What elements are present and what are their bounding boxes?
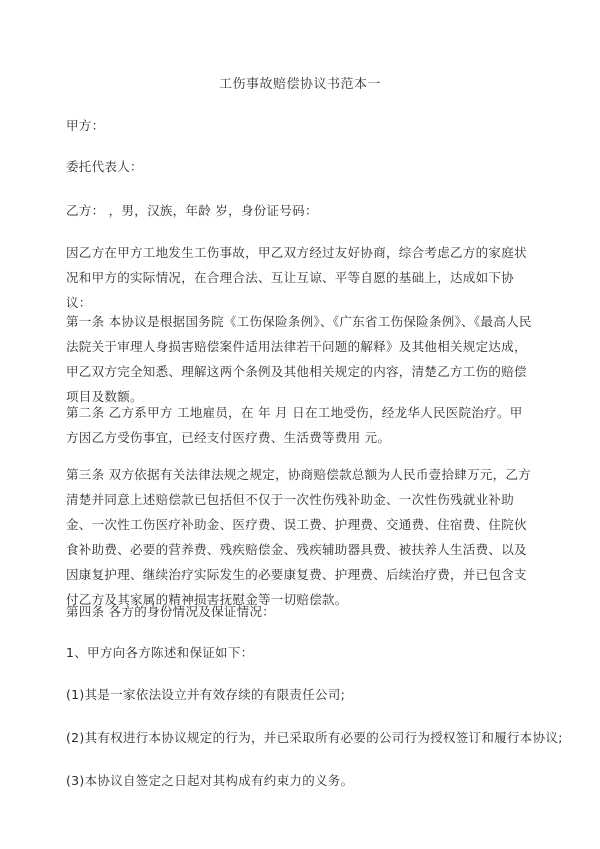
party-b-line: 乙方： ，男，汉族，年龄 岁，身份证号码： bbox=[66, 203, 318, 218]
party-a-line: 甲方： bbox=[66, 118, 105, 133]
clause-1-heading: 1、甲方向各方陈述和保证如下： bbox=[66, 645, 254, 660]
article-3-paragraph: 第三条 双方依据有关法律法规之规定，协商赔偿款总额为人民币壹拾肆万元，乙方清楚并同意上述赔偿款已包括但不仅于一次性伤残补助金、一次性伤残就业补助金、一次性工伤医疗补助金、医疗费、误工费、护理费、交通费、住宿费、住院伙食补助费、必要的营养费、残疾赔偿金、残疾辅助器具费、被扶养人生活费、以及因康复护理、继续治疗实际发生的必要康复费、护理费、后续治疗费，并已包含支付乙方及其家属的精神损害抚慰金等一切赔偿款。 bbox=[66, 467, 532, 607]
clause-1-item-3: (3)本协议自签定之日起对其构成有约束力的义务。 bbox=[66, 773, 354, 788]
article-1-paragraph: 第一条 本协议是根据国务院《工伤保险条例》、《广东省工伤保险条例》、《最高人民法院关于审理人身损害赔偿案件适用法律若干问题的解释》及其他相关规定达成，甲乙双方完全知悉、理解这两个条例及其他相关规定的内容，清楚乙方工伤的赔偿项目及数额。 bbox=[66, 314, 532, 404]
article-4-heading: 第四条 各方的身份情况及保证情况： bbox=[66, 604, 276, 619]
article-2-paragraph: 第二条 乙方系甲方 工地雇员，在 年 月 日在工地受伤，经龙华人民医院治疗。甲方因乙方受伤事宜，已经支付医疗费、生活费等费用 元。 bbox=[66, 405, 523, 445]
clause-1-item-2: (2)其有权进行本协议规定的行为，并已采取所有必要的公司行为授权签订和履行本协议; bbox=[66, 730, 563, 745]
agent-line: 委托代表人： bbox=[66, 159, 143, 174]
clause-1-item-1: (1)其是一家依法设立并有效存续的有限责任公司; bbox=[66, 687, 346, 702]
intro-paragraph: 因乙方在甲方工地发生工伤事故，甲乙双方经过友好协商，综合考虑乙方的家庭状况和甲方的实际情况，在合理合法、互让互谅、平等自愿的基础上，达成如下协议： bbox=[66, 245, 527, 310]
document-title: 工伤事故赔偿协议书范本一 bbox=[218, 77, 381, 92]
